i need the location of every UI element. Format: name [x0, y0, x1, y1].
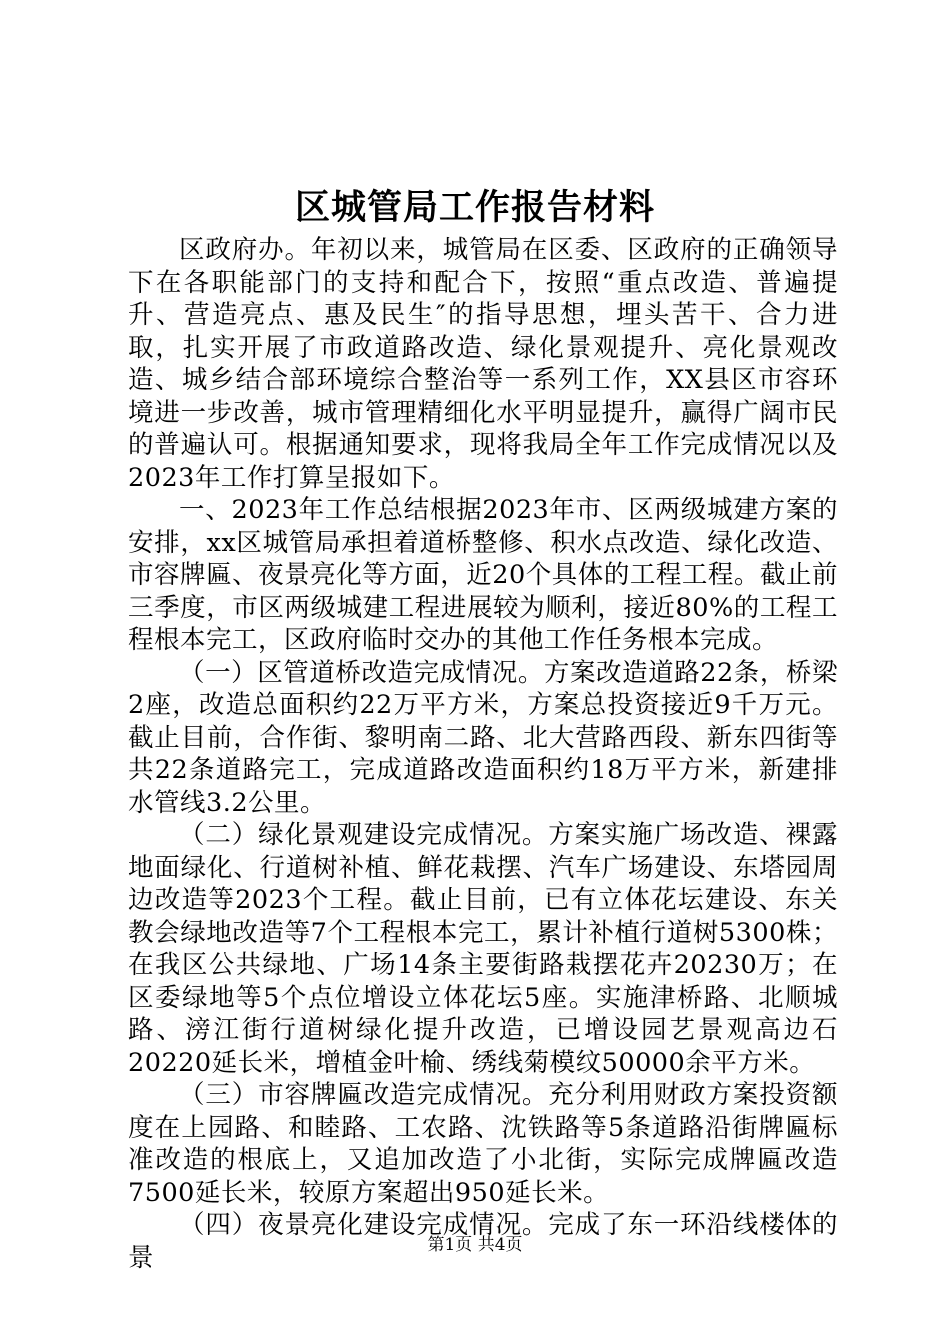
paragraph-summary: 一、2023年工作总结根据2023年市、区两级城建方案的安排，xx区城管局承担着道桥整修、积水点改造、绿化改造、市容牌匾、夜景亮化等方面，近20个具体的工程工程。截止前三季度，市区两级城建工程进展较为顺利，接近80%的工程工程根本完工，区政府临时交办的其他工作任务根本完成。	[128, 495, 838, 655]
paragraph-greening: （二）绿化景观建设完成情况。方案实施广场改造、裸露地面绿化、行道树补植、鲜花栽摆、汽车广场建设、东塔园周边改造等2023个工程。截止目前，已有立体花坛建设、东关教会绿地改造等7个工程根本完工，累计补植行道树5300株；在我区公共绿地、广场14条主要街路栽摆花卉20230万；在区委绿地等5个点位增设立体花坛5座。实施津桥路、北顺城路、滂江街行道树绿化提升改造，已增设园艺景观高边石20220延长米，增植金叶榆、绣线菊模纹50000余平方米。	[128, 820, 838, 1078]
paragraph-road-bridge: （一）区管道桥改造完成情况。方案改造道路22条，桥梁2座，改造总面积约22万平方米，方案总投资接近9千万元。截止目前，合作街、黎明南二路、北大营路西段、新东四街等共22条道路完工，完成道路改造面积约18万平方米，新建排水管线3.2公里。	[128, 657, 838, 818]
paragraph-signboards: （三）市容牌匾改造完成情况。充分利用财政方案投资额度在上园路、和睦路、工农路、沈铁路等5条道路沿街牌匾标准改造的根底上，又追加改造了小北街，实际完成牌匾改造7500延长米，较原方案超出950延长米。	[128, 1080, 838, 1208]
page-number-footer: 第1页 共4页	[427, 1235, 523, 1255]
document-title: 区城管局工作报告材料	[294, 187, 655, 228]
paragraph-intro: 区政府办。年初以来，城管局在区委、区政府的正确领导下在各职能部门的支持和配合下，按照“重点改造、普遍提升、营造亮点、惠及民生″的指导思想，埋头苦干、合力进取，扎实开展了市政道路改造、绿化景观提升、亮化景观改造、城乡结合部环境综合整治等一系列工作，XX县区市容环境进一步改善，城市管理精细化水平明显提升，赢得广阔市民的普遍认可。根据通知要求，现将我局全年工作完成情况以及2023年工作打算呈报如下。	[128, 235, 838, 493]
document-body	[128, 234, 838, 1274]
paragraph-night-lighting: （四）夜景亮化建设完成情况。完成了东一环沿线楼体的景	[128, 1210, 838, 1273]
